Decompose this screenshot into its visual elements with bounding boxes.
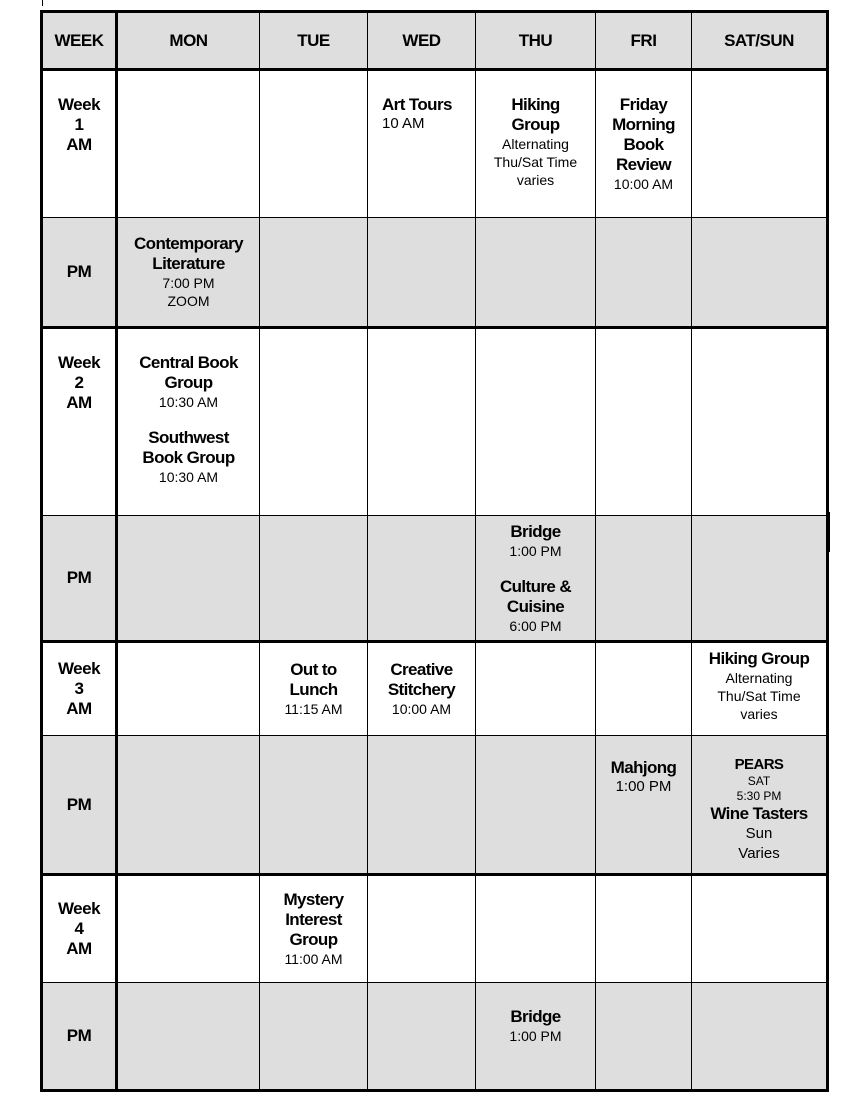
- week3-am-wed: Creative Stitchery 10:00 AM: [368, 642, 476, 736]
- event-title: Art Tours: [382, 95, 452, 114]
- week4-pm-satsun: [692, 983, 828, 1091]
- week1-pm-fri: [596, 218, 692, 328]
- week4-am-fri: [596, 875, 692, 983]
- week4-am-label: Week 4 AM: [42, 875, 117, 983]
- week1-am-satsun: [692, 70, 828, 218]
- week1-am-thu: Hiking Group Alternating Thu/Sat Time varies: [476, 70, 596, 218]
- week2-am-tue: [260, 328, 368, 516]
- week2-am-satsun: [692, 328, 828, 516]
- event-time: 10 AM: [382, 115, 425, 132]
- week1-am-row: [42, 70, 828, 218]
- week3-am-mon: [117, 642, 260, 736]
- week4-am-row: [42, 875, 828, 983]
- week1-am-wed: [368, 70, 476, 218]
- week4-pm-mon: [117, 983, 260, 1091]
- corner-mark: [42, 0, 43, 6]
- week2-pm-mon: [117, 516, 260, 642]
- week4-pm-label: PM: [42, 983, 117, 1091]
- week3-am-fri: [596, 642, 692, 736]
- week4-pm-thu: Bridge 1:00 PM: [476, 983, 596, 1091]
- week3-pm-wed: [368, 736, 476, 875]
- header-mon: MON: [117, 12, 260, 70]
- week3-am-row: [42, 642, 828, 736]
- week2-pm-label: PM: [42, 516, 117, 642]
- week2-am-thu: [476, 328, 596, 516]
- week1-am-mon: [117, 70, 260, 218]
- monthly-schedule-table: [40, 10, 829, 1092]
- week4-am-satsun: [692, 875, 828, 983]
- week2-pm-satsun: [692, 516, 828, 642]
- week3-pm-mon: [117, 736, 260, 875]
- week2-pm-wed: [368, 516, 476, 642]
- week1-pm-label: PM: [42, 218, 117, 328]
- week3-pm-tue: [260, 736, 368, 875]
- week2-am-mon: Central Book Group 10:30 AM Southwest Book Group 10:30 AM: [117, 328, 260, 516]
- week3-am-tue: Out to Lunch 11:15 AM: [260, 642, 368, 736]
- week2-am-fri: [596, 328, 692, 516]
- week3-pm-fri: Mahjong 1:00 PM: [596, 736, 692, 875]
- week1-pm-tue: [260, 218, 368, 328]
- week4-am-tue: Mystery Interest Group 11:00 AM: [260, 875, 368, 983]
- week1-am-fri: Friday Morning Book Review 10:00 AM: [596, 70, 692, 218]
- header-week: WEEK: [42, 12, 117, 70]
- week2-am-label: Week 2 AM: [42, 328, 117, 516]
- header-tue: TUE: [260, 12, 368, 70]
- week3-pm-label: PM: [42, 736, 117, 875]
- week3-pm-row: [42, 736, 828, 875]
- week1-pm-wed: [368, 218, 476, 328]
- week4-pm-row: [42, 983, 828, 1091]
- week2-pm-tue: [260, 516, 368, 642]
- week4-am-wed: [368, 875, 476, 983]
- week2-am-row: [42, 328, 828, 516]
- week3-am-satsun: Hiking Group Alternating Thu/Sat Time varies: [692, 642, 828, 736]
- week1-pm-satsun: [692, 218, 828, 328]
- week4-pm-tue: [260, 983, 368, 1091]
- week1-am-tue: [260, 70, 368, 218]
- week4-pm-wed: [368, 983, 476, 1091]
- header-row: [42, 12, 828, 70]
- week3-pm-satsun: PEARS SAT 5:30 PM Wine Tasters Sun Varies: [692, 736, 828, 875]
- week4-pm-fri: [596, 983, 692, 1091]
- week3-am-thu: [476, 642, 596, 736]
- week4-am-mon: [117, 875, 260, 983]
- week4-am-thu: [476, 875, 596, 983]
- week1-pm-thu: [476, 218, 596, 328]
- week2-pm-fri: [596, 516, 692, 642]
- week2-am-wed: [368, 328, 476, 516]
- week3-am-label: Week 3 AM: [42, 642, 117, 736]
- header-satsun: SAT/SUN: [692, 12, 828, 70]
- week2-pm-thu: Bridge 1:00 PM Culture & Cuisine 6:00 PM: [476, 516, 596, 642]
- week1-pm-mon: Contemporary Literature 7:00 PM ZOOM: [117, 218, 260, 328]
- week1-am-label: Week 1 AM: [42, 70, 117, 218]
- header-thu: THU: [476, 12, 596, 70]
- week2-pm-row: [42, 516, 828, 642]
- week3-pm-thu: [476, 736, 596, 875]
- header-wed: WED: [368, 12, 476, 70]
- week1-pm-row: [42, 218, 828, 328]
- header-fri: FRI: [596, 12, 692, 70]
